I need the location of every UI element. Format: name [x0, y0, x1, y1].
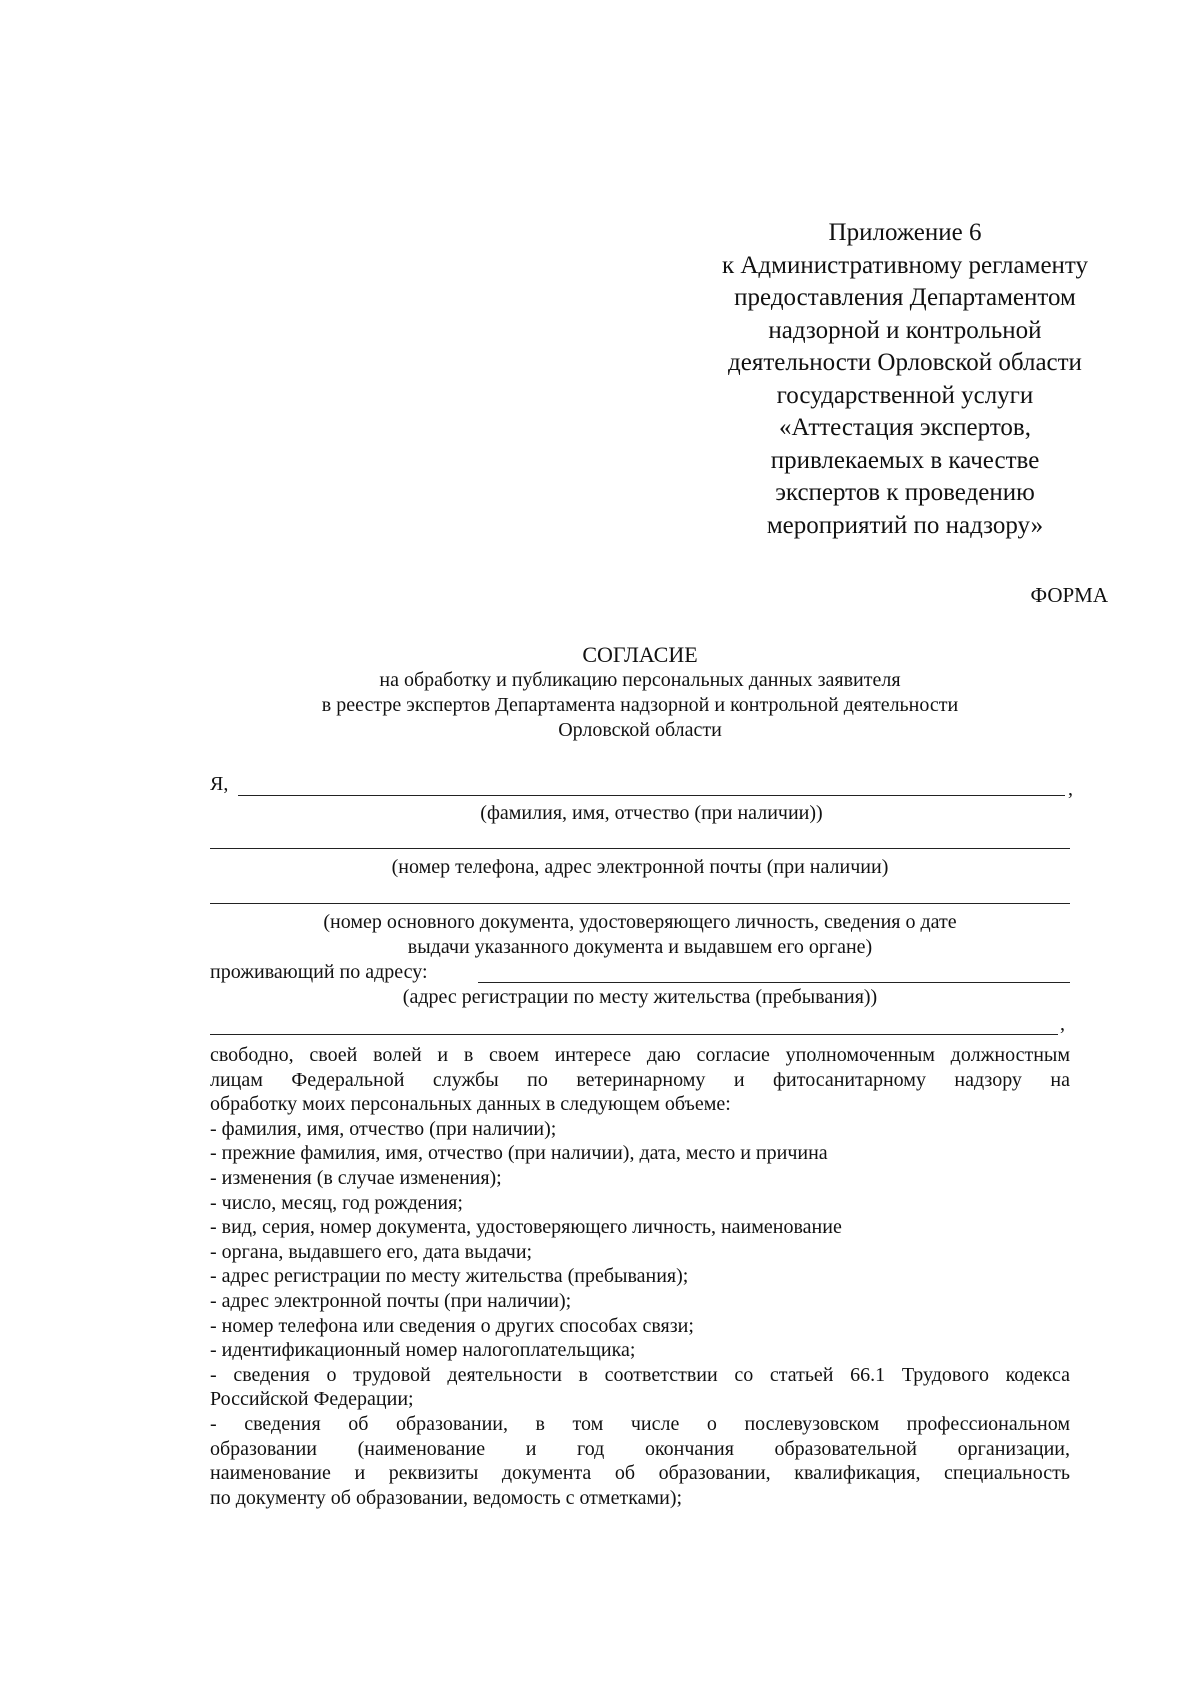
list-item: - органа, выдавшего его, дата выдачи;	[210, 1240, 533, 1263]
appendix-line: экспертов к проведению	[775, 479, 1035, 506]
fio-caption: (фамилия, имя, отчество (при наличии))	[480, 802, 823, 824]
list-item: - сведения об образовании, в том числе о послевузовском профессиональном	[210, 1412, 1070, 1435]
appendix-line: к Административному регламенту	[721, 251, 1089, 279]
list-item: - сведения о трудовой деятельности в соответствии со статьей 66.1 Трудового кодекса	[210, 1363, 1070, 1386]
appendix-line: надзорной и контрольной	[768, 316, 1042, 344]
list-item-continuation: Российской Федерации;	[210, 1388, 414, 1411]
list-item-continuation: образовании (наименование и год окончания образовательной организации,	[210, 1437, 1070, 1460]
document-caption-line2: выдачи указанного документа и выдавшем его органе)	[407, 936, 873, 958]
list-item: - прежние фамилия, имя, отчество (при наличии), дата, место и причина	[210, 1142, 828, 1165]
consent-body	[210, 1043, 1070, 1510]
list-item-continuation: наименование и реквизиты документа об образовании, квалификация, специальность	[210, 1462, 1070, 1485]
contact-caption: (номер телефона, адрес электронной почты (при наличии)	[391, 856, 889, 878]
list-item: - адрес электронной почты (при наличии);	[210, 1289, 572, 1312]
fio-field-line[interactable]	[238, 795, 1065, 796]
appendix-line: государственной услуги	[776, 381, 1034, 409]
list-item: - число, месяц, год рождения;	[210, 1191, 463, 1214]
title-line: в реестре экспертов Департамента надзорной и контрольной деятельности	[321, 694, 959, 716]
contact-field-line[interactable]	[210, 848, 1070, 849]
list-item: - изменения (в случае изменения);	[210, 1166, 502, 1189]
body-line: свободно, своей волей и в своем интересе даю согласие уполномоченным должностным	[210, 1044, 1070, 1066]
body-line: лицам Федеральной службы по ветеринарному и фитосанитарному надзору на	[210, 1068, 1070, 1091]
list-item: - адрес регистрации по месту жительства (пребывания);	[210, 1265, 689, 1288]
list-item: - номер телефона или сведения о других способах связи;	[210, 1314, 694, 1337]
document-field-line[interactable]	[210, 903, 1070, 904]
document-caption-line1: (номер основного документа, удостоверяющего личность, сведения о дате	[323, 911, 957, 933]
address-continuation-line[interactable]	[210, 1034, 1058, 1035]
fio-suffix: ,	[1068, 778, 1073, 800]
body-line: обработку моих персональных данных в следующем объеме:	[210, 1093, 731, 1116]
appendix-line: мероприятий по надзору»	[766, 511, 1044, 539]
i-prefix: Я,	[210, 773, 229, 795]
appendix-line: «Аттестация экспертов,	[779, 414, 1031, 441]
address-suffix: ,	[1060, 1013, 1065, 1035]
list-item: - идентификационный номер налогоплательщика;	[210, 1339, 636, 1362]
list-item: - фамилия, имя, отчество (при наличии);	[210, 1117, 557, 1140]
consent-title	[250, 641, 1030, 743]
address-field-line[interactable]	[478, 982, 1070, 983]
form-label: ФОРМА	[1030, 583, 1108, 607]
appendix-line: Приложение 6	[828, 219, 982, 246]
appendix-line: деятельности Орловской области	[728, 349, 1082, 376]
appendix-line: привлекаемых в качестве	[770, 446, 1040, 474]
title-line: Орловской области	[558, 719, 722, 741]
title-main: СОГЛАСИЕ	[582, 642, 698, 667]
address-caption: (адрес регистрации по месту жительства (пребывания))	[402, 986, 878, 1008]
list-item-continuation: по документу об образовании, ведомость с отметками);	[210, 1486, 683, 1509]
title-line: на обработку и публикацию персональных данных заявителя	[379, 669, 901, 691]
appendix-header	[690, 217, 1120, 542]
list-item: - вид, серия, номер документа, удостоверяющего личность, наименование	[210, 1216, 842, 1239]
appendix-line: предоставления Департаментом	[734, 284, 1076, 311]
address-prefix: проживающий по адресу:	[210, 961, 428, 983]
